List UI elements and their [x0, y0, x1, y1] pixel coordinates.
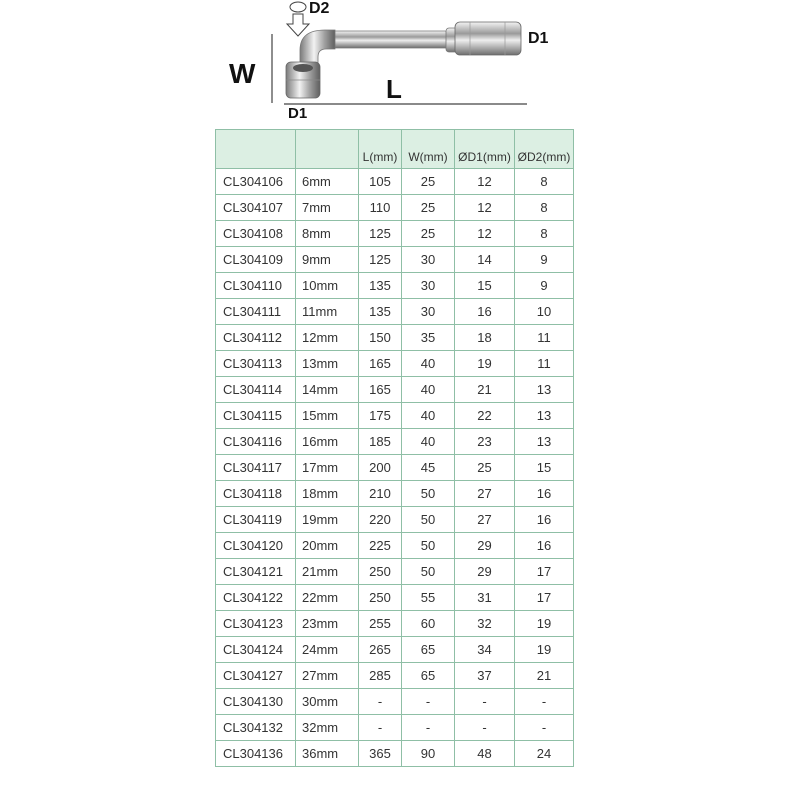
part-code-cell: CL304123 [216, 611, 296, 637]
l-dimension-label: L [386, 74, 402, 104]
size-cell: 36mm [296, 741, 359, 767]
d2-cell: 13 [515, 429, 574, 455]
d1-cell: 23 [455, 429, 515, 455]
d1-cell: 12 [455, 169, 515, 195]
size-cell: 12mm [296, 325, 359, 351]
table-row [216, 247, 574, 273]
size-cell: 20mm [296, 533, 359, 559]
table-row [216, 663, 574, 689]
width-cell: 45 [402, 455, 455, 481]
table-row [216, 559, 574, 585]
d2-cell: 21 [515, 663, 574, 689]
d2-cell: - [515, 715, 574, 741]
table-row [216, 325, 574, 351]
size-cell: 22mm [296, 585, 359, 611]
size-cell: 14mm [296, 377, 359, 403]
part-code-cell: CL304127 [216, 663, 296, 689]
length-cell: 250 [359, 559, 402, 585]
d2-label: D2 [309, 0, 330, 17]
size-cell: 30mm [296, 689, 359, 715]
width-cell: 65 [402, 637, 455, 663]
size-cell: 13mm [296, 351, 359, 377]
d1-cell: 27 [455, 507, 515, 533]
d1-cell: 32 [455, 611, 515, 637]
width-cell: 40 [402, 377, 455, 403]
table-row [216, 637, 574, 663]
table-row [216, 351, 574, 377]
spec-table [215, 129, 574, 767]
d2-cell: 16 [515, 507, 574, 533]
size-cell: 17mm [296, 455, 359, 481]
d2-cell: 24 [515, 741, 574, 767]
width-cell: 50 [402, 481, 455, 507]
width-cell: 25 [402, 195, 455, 221]
d1-cell: - [455, 689, 515, 715]
table-row [216, 715, 574, 741]
part-code-cell: CL304116 [216, 429, 296, 455]
part-code-cell: CL304114 [216, 377, 296, 403]
d1-cell: 22 [455, 403, 515, 429]
d2-cell: 19 [515, 611, 574, 637]
width-cell: 25 [402, 169, 455, 195]
part-code-cell: CL304108 [216, 221, 296, 247]
width-cell: 90 [402, 741, 455, 767]
size-cell: 19mm [296, 507, 359, 533]
width-cell: 25 [402, 221, 455, 247]
size-cell: 18mm [296, 481, 359, 507]
table-row [216, 377, 574, 403]
part-code-cell: CL304106 [216, 169, 296, 195]
part-code-cell: CL304107 [216, 195, 296, 221]
d2-cell: 13 [515, 377, 574, 403]
d2-cell: 9 [515, 273, 574, 299]
w-dimension-label: W [229, 58, 256, 89]
width-cell: 50 [402, 507, 455, 533]
table-body [216, 169, 574, 767]
part-code-cell: CL304132 [216, 715, 296, 741]
size-cell: 32mm [296, 715, 359, 741]
part-code-cell: CL304124 [216, 637, 296, 663]
length-cell: 105 [359, 169, 402, 195]
table-row [216, 507, 574, 533]
size-cell: 27mm [296, 663, 359, 689]
table-row [216, 273, 574, 299]
length-cell: 175 [359, 403, 402, 429]
d2-cell: 11 [515, 325, 574, 351]
part-code-cell: CL304117 [216, 455, 296, 481]
part-code-cell: CL304109 [216, 247, 296, 273]
header-code [216, 130, 296, 169]
size-cell: 24mm [296, 637, 359, 663]
part-code-cell: CL304115 [216, 403, 296, 429]
width-cell: - [402, 689, 455, 715]
table-row [216, 221, 574, 247]
length-cell: 285 [359, 663, 402, 689]
size-cell: 6mm [296, 169, 359, 195]
d2-cell: 13 [515, 403, 574, 429]
d2-cell: 17 [515, 559, 574, 585]
d1-cell: 12 [455, 221, 515, 247]
length-cell: 255 [359, 611, 402, 637]
d1-cell: 12 [455, 195, 515, 221]
length-cell: 165 [359, 351, 402, 377]
length-cell: 250 [359, 585, 402, 611]
d2-cell: 8 [515, 221, 574, 247]
size-cell: 11mm [296, 299, 359, 325]
d2-cell: 15 [515, 455, 574, 481]
length-cell: 150 [359, 325, 402, 351]
size-cell: 21mm [296, 559, 359, 585]
d1-cell: 16 [455, 299, 515, 325]
d1-cell: 15 [455, 273, 515, 299]
d2-cell: 8 [515, 169, 574, 195]
length-cell: 165 [359, 377, 402, 403]
size-cell: 16mm [296, 429, 359, 455]
table-row [216, 403, 574, 429]
d1-cell: 27 [455, 481, 515, 507]
length-cell: 210 [359, 481, 402, 507]
length-cell: 135 [359, 299, 402, 325]
width-cell: 50 [402, 533, 455, 559]
size-cell: 15mm [296, 403, 359, 429]
d1-bottom-label: D1 [288, 105, 308, 122]
d2-cell: 8 [515, 195, 574, 221]
length-cell: 265 [359, 637, 402, 663]
table-row [216, 741, 574, 767]
header-d1: ØD1(mm) [455, 130, 515, 169]
table-row [216, 455, 574, 481]
part-code-cell: CL304130 [216, 689, 296, 715]
width-cell: 30 [402, 273, 455, 299]
length-cell: - [359, 689, 402, 715]
size-cell: 10mm [296, 273, 359, 299]
length-cell: 225 [359, 533, 402, 559]
part-code-cell: CL304121 [216, 559, 296, 585]
table-row [216, 533, 574, 559]
header-w: W(mm) [402, 130, 455, 169]
length-cell: 135 [359, 273, 402, 299]
length-cell: 125 [359, 247, 402, 273]
width-cell: 55 [402, 585, 455, 611]
table-row [216, 169, 574, 195]
part-code-cell: CL304113 [216, 351, 296, 377]
l-socket-wrench-illustration [0, 0, 800, 128]
width-cell: 40 [402, 429, 455, 455]
d1-cell: 29 [455, 559, 515, 585]
d2-cell: 17 [515, 585, 574, 611]
length-cell: 185 [359, 429, 402, 455]
d1-cell: 25 [455, 455, 515, 481]
part-code-cell: CL304111 [216, 299, 296, 325]
table-row [216, 585, 574, 611]
table-row [216, 611, 574, 637]
d1-cell: 37 [455, 663, 515, 689]
d1-right-label: D1 [528, 30, 549, 47]
table-row [216, 429, 574, 455]
d1-cell: 34 [455, 637, 515, 663]
table-row [216, 299, 574, 325]
size-cell: 8mm [296, 221, 359, 247]
length-cell: 125 [359, 221, 402, 247]
d2-cell: 16 [515, 533, 574, 559]
length-cell: - [359, 715, 402, 741]
d2-cell: 9 [515, 247, 574, 273]
d2-cell: 16 [515, 481, 574, 507]
width-cell: 60 [402, 611, 455, 637]
size-cell: 23mm [296, 611, 359, 637]
d2-cell: 11 [515, 351, 574, 377]
length-cell: 200 [359, 455, 402, 481]
table-row [216, 689, 574, 715]
size-cell: 9mm [296, 247, 359, 273]
part-code-cell: CL304122 [216, 585, 296, 611]
d2-cell: 10 [515, 299, 574, 325]
table-row [216, 481, 574, 507]
d1-cell: 19 [455, 351, 515, 377]
d1-cell: 48 [455, 741, 515, 767]
length-cell: 110 [359, 195, 402, 221]
d1-cell: 21 [455, 377, 515, 403]
width-cell: 40 [402, 351, 455, 377]
d1-cell: 31 [455, 585, 515, 611]
part-code-cell: CL304112 [216, 325, 296, 351]
part-code-cell: CL304110 [216, 273, 296, 299]
width-cell: 35 [402, 325, 455, 351]
wrench-diagram [0, 0, 800, 128]
d1-cell: - [455, 715, 515, 741]
header-l: L(mm) [359, 130, 402, 169]
width-cell: 40 [402, 403, 455, 429]
width-cell: 30 [402, 247, 455, 273]
d1-cell: 18 [455, 325, 515, 351]
length-cell: 220 [359, 507, 402, 533]
part-code-cell: CL304119 [216, 507, 296, 533]
d1-cell: 14 [455, 247, 515, 273]
d2-cell: 19 [515, 637, 574, 663]
header-d2: ØD2(mm) [515, 130, 574, 169]
width-cell: 30 [402, 299, 455, 325]
table-header-row [216, 130, 574, 169]
width-cell: 50 [402, 559, 455, 585]
table-row [216, 195, 574, 221]
size-cell: 7mm [296, 195, 359, 221]
d2-cell: - [515, 689, 574, 715]
width-cell: 65 [402, 663, 455, 689]
part-code-cell: CL304118 [216, 481, 296, 507]
length-cell: 365 [359, 741, 402, 767]
header-size [296, 130, 359, 169]
part-code-cell: CL304136 [216, 741, 296, 767]
d1-cell: 29 [455, 533, 515, 559]
width-cell: - [402, 715, 455, 741]
part-code-cell: CL304120 [216, 533, 296, 559]
